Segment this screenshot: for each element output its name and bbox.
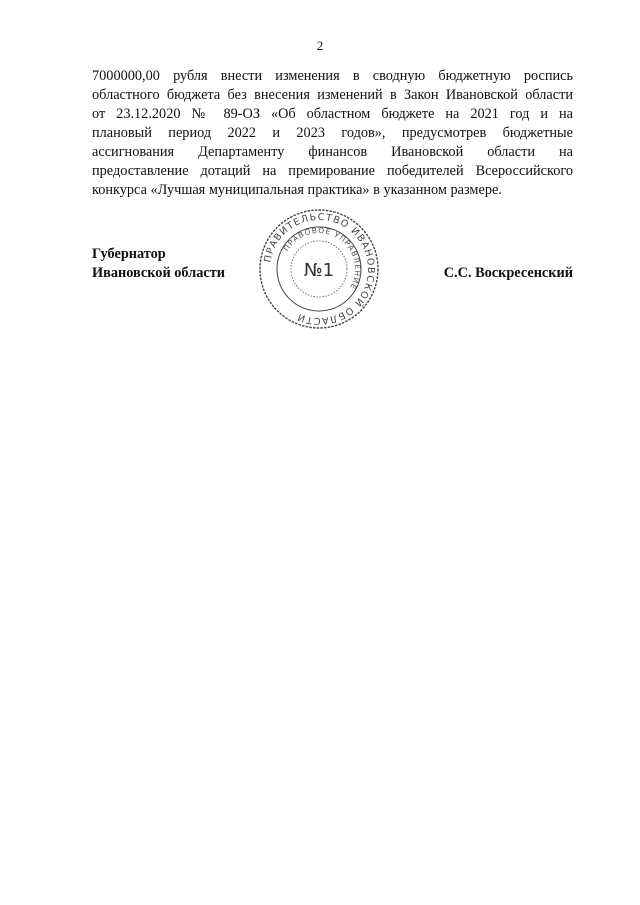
seal-inner-text: [282, 226, 363, 292]
body-line: от 23.12.2020 № 89-ОЗ «Об областном бюджете на 2021 год и на: [92, 106, 573, 122]
body-line: плановый период 2022 и 2023 годов», предусмотрев бюджетные: [92, 125, 573, 141]
seal-inner-textpath: ПРАВОВОЕ УПРАВЛЕНИЕ: [281, 225, 363, 292]
body-line: ассигнования Департаменту финансов Ивановской области на: [92, 144, 573, 160]
body-line: областного бюджета без внесения изменений в Закон Ивановской области: [92, 87, 573, 103]
signatory-name: С.С. Воскресенский: [443, 265, 573, 281]
seal-number: №1: [303, 260, 335, 281]
page-number: 2: [316, 38, 324, 53]
signature-position-line: Губернатор: [92, 246, 166, 262]
seal-outer-textpath: ПРАВИТЕЛЬСТВО ИВАНОВСКОЙ ОБЛАСТИ: [262, 211, 377, 327]
body-line: конкурса «Лучшая муниципальная практика» в указанном размере.: [92, 182, 502, 198]
body-paragraph: [92, 67, 573, 200]
body-line: предоставление дотаций на премирование победителей Всероссийского: [92, 163, 573, 179]
signature-position-line: Ивановской области: [92, 265, 225, 281]
official-seal: [258, 208, 380, 330]
body-line: 7000000,00 рубля внести изменения в сводную бюджетную роспись: [92, 68, 573, 84]
signature-position: [92, 245, 225, 283]
